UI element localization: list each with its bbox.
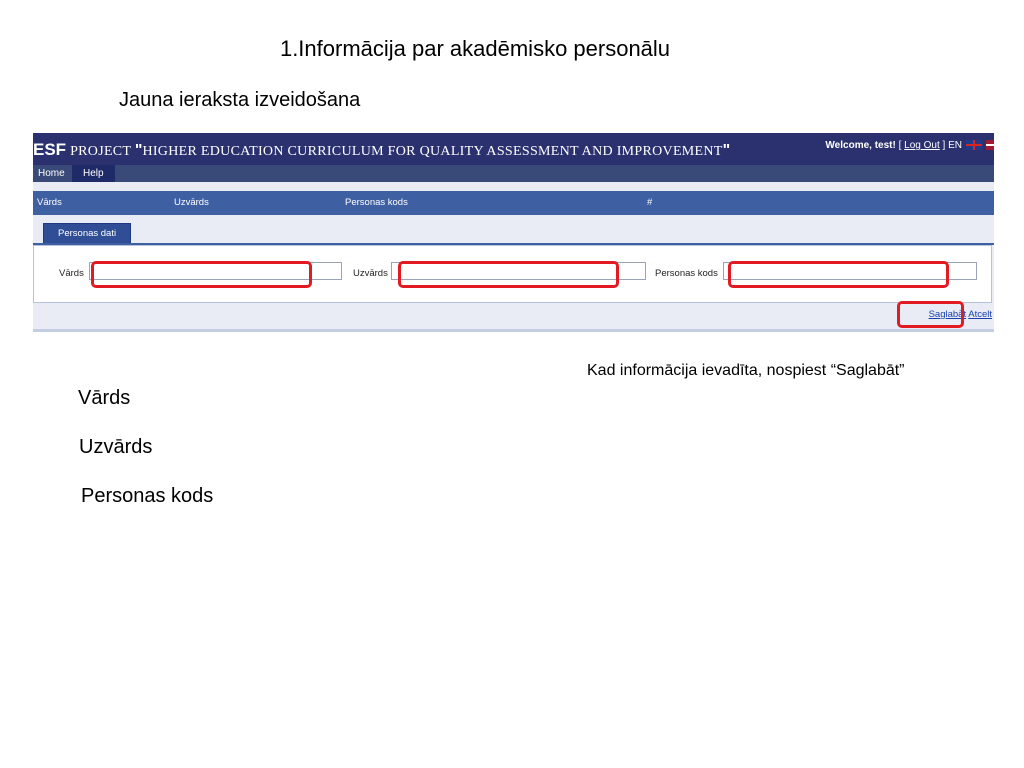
app-header (33, 133, 994, 165)
bracket-open: [ (895, 140, 905, 151)
brand-quote-open: " (134, 142, 143, 159)
slide-title: 1.Informācija par akadēmisko personālu (279, 36, 671, 61)
table-header (33, 191, 994, 215)
column-header-personal-code[interactable]: Personas kods (345, 197, 408, 208)
language-label: EN (948, 140, 962, 151)
personal-code-label: Personas kods (655, 268, 718, 279)
main-nav (33, 165, 994, 182)
brand-project: PROJECT (70, 144, 135, 159)
logout-link[interactable]: Log Out (904, 140, 940, 151)
bracket-close: ] (939, 140, 949, 151)
last-name-label: Uzvārds (353, 268, 388, 279)
app-brand (33, 140, 730, 160)
list-item-personal-code: Personas kods (81, 485, 214, 507)
column-header-first-name[interactable]: Vārds (37, 197, 62, 208)
welcome-text: Welcome, test! (825, 140, 896, 151)
welcome-bar (825, 140, 994, 151)
list-item-first-name: Vārds (78, 387, 131, 409)
slide-subtitle: Jauna ieraksta izveidošana (119, 89, 361, 111)
personal-code-input[interactable] (723, 262, 977, 280)
brand-esf: ESF (33, 140, 67, 159)
last-name-input[interactable] (391, 262, 646, 280)
first-name-input[interactable] (89, 262, 342, 280)
instruction-note: Kad informācija ievadīta, nospiest “Saglabāt” (587, 362, 905, 379)
form-actions (929, 309, 992, 320)
app-screenshot (33, 133, 994, 332)
save-link[interactable]: Saglabāt (928, 309, 967, 320)
column-header-number: # (647, 197, 653, 208)
nav-help[interactable]: Help (72, 165, 115, 182)
list-item-last-name: Uzvārds (79, 436, 153, 458)
table-bottom-border (33, 329, 994, 332)
column-header-last-name[interactable]: Uzvārds (174, 197, 209, 208)
brand-quote-close: " (722, 142, 731, 159)
cancel-link[interactable]: Atcelt (968, 309, 992, 320)
uk-flag-icon[interactable] (966, 140, 982, 150)
first-name-label: Vārds (59, 268, 84, 279)
latvia-flag-icon[interactable] (986, 140, 994, 150)
nav-home[interactable]: Home (38, 168, 65, 179)
tab-personas-dati[interactable]: Personas dati (43, 223, 131, 245)
brand-project-name: HIGHER EDUCATION CURRICULUM FOR QUALITY ASSESSMENT AND IMPROVEMENT (142, 144, 723, 159)
